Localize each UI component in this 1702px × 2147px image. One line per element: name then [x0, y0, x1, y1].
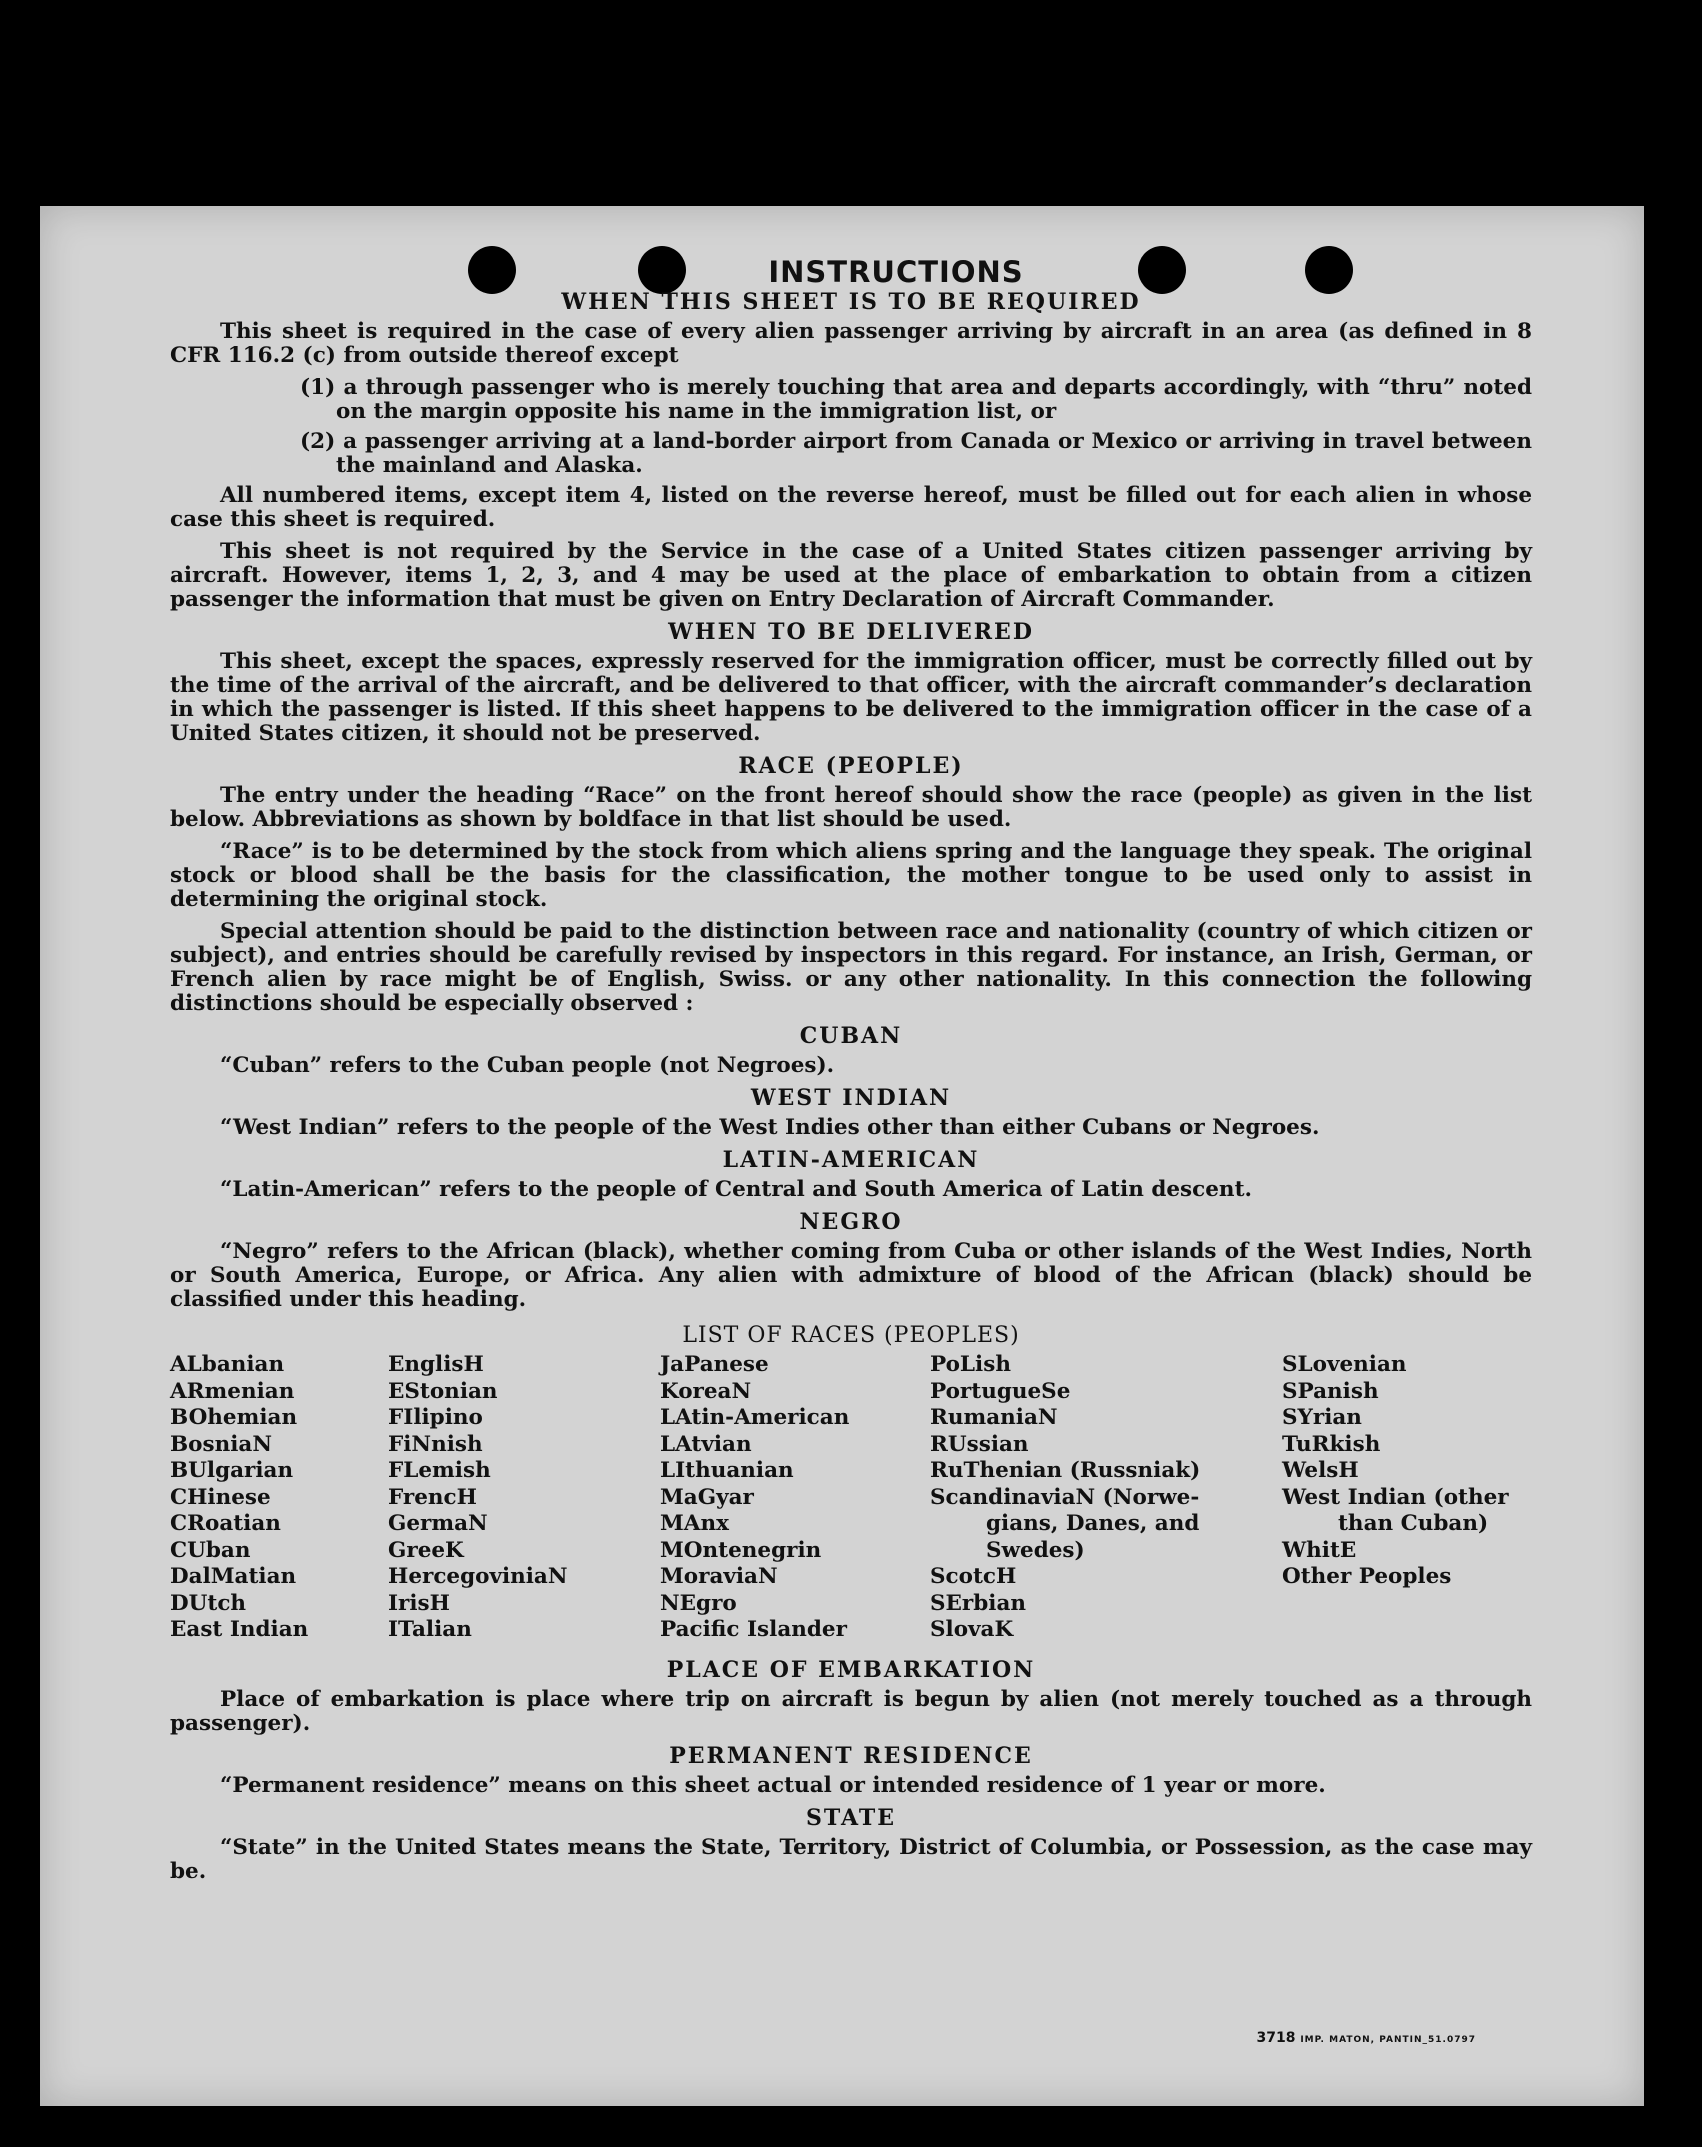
race-entry: RuThenian (Russniak)	[930, 1458, 1201, 1483]
race-entry: KoreaN	[660, 1378, 752, 1404]
races-column-1	[170, 1352, 308, 1644]
race-entry: FrencH	[388, 1484, 477, 1510]
race-entry: JaPanese	[660, 1352, 769, 1377]
race-entry: BosniaN	[170, 1431, 272, 1457]
document-sheet	[40, 206, 1644, 2106]
heading-when-delivered: WHEN TO BE DELIVERED	[668, 619, 1034, 645]
race-entry: East Indian	[170, 1617, 309, 1642]
race-entry: RumaniaN	[930, 1405, 1058, 1430]
race-entry: CUban	[170, 1537, 251, 1563]
races-column-4	[930, 1352, 1200, 1644]
paragraph: Special attention should be paid to the distinction between race and nationality (country of which citizen or subject), and entries should be carefully revised by inspectors in this regard. For instance, an Irish, German, or French alien by race might be of English, Swiss. or any other nationality. In this connection the following distinctions should be especially observed :	[170, 919, 1532, 1016]
race-entry: MAnx	[660, 1511, 729, 1536]
race-entry: PortugueSe	[930, 1378, 1071, 1404]
race-entry: MOntenegrin	[660, 1537, 822, 1563]
race-entry: LIthuanian	[660, 1458, 794, 1483]
instructions-content	[170, 255, 1532, 1892]
heading-race: RACE (PEOPLE)	[738, 753, 964, 779]
race-entry: DalMatian	[170, 1564, 297, 1589]
race-entry: WhitE	[1282, 1537, 1357, 1563]
heading-races-list: LIST OF RACES (PEOPLES)	[682, 1323, 1020, 1348]
race-entry: PoLish	[930, 1352, 1011, 1377]
race-entry: West Indian (other	[1282, 1484, 1509, 1510]
race-entry: LAtin-American	[660, 1405, 850, 1430]
paragraph: “State” in the United States means the State, Territory, District of Columbia, or Possession, as the case may be.	[170, 1835, 1532, 1884]
heading-when-required: WHEN THIS SHEET IS TO BE REQUIRED	[561, 289, 1141, 315]
race-entry: EnglisH	[388, 1352, 484, 1377]
page-title: INSTRUCTIONS	[768, 255, 1024, 289]
paragraph: “Cuban” refers to the Cuban people (not Negroes).	[220, 1053, 835, 1078]
race-entry: IrisH	[388, 1590, 450, 1616]
form-number: 3718	[1256, 2030, 1296, 2046]
race-entry: FiNnish	[388, 1431, 483, 1457]
heading-west-indian: WEST INDIAN	[750, 1085, 952, 1111]
race-entry: SlovaK	[930, 1617, 1014, 1642]
paragraph: Place of embarkation is place where trip on aircraft is begun by alien (not merely touched as a through passenger).	[170, 1687, 1532, 1736]
race-entry: ARmenian	[170, 1378, 295, 1404]
races-column-5	[1282, 1352, 1509, 1591]
paragraph: This sheet is required in the case of every alien passenger arriving by aircraft in an area (as defined in 8 CFR 116.2 (c) from outside thereof except	[170, 319, 1532, 368]
paragraph: All numbered items, except item 4, listed on the reverse hereof, must be filled out for each alien in whose case this sheet is required.	[170, 483, 1532, 532]
form-footer	[1256, 2030, 1476, 2046]
race-entry: ScotcH	[930, 1564, 1017, 1589]
race-entry: GreeK	[388, 1537, 464, 1563]
race-entry: Pacific Islander	[660, 1617, 847, 1642]
race-entry: CRoatian	[170, 1511, 281, 1536]
race-entry: than Cuban)	[1338, 1511, 1489, 1536]
race-entry: TuRkish	[1282, 1431, 1381, 1457]
race-entry: FLemish	[388, 1458, 491, 1483]
paragraph: “West Indian” refers to the people of the West Indies other than either Cubans or Negroes.	[220, 1115, 1320, 1140]
paragraph: This sheet is not required by the Service in the case of a United States citizen passenger arriving by aircraft. However, items 1, 2, 3, and 4 may be used at the place of embarkation to obtain from a citizen passenger the information that must be given on Entry Declaration of Aircraft Commander.	[170, 539, 1532, 612]
printer-mark: IMP. MATON, PANTIN_51.0797	[1300, 2035, 1476, 2045]
race-entry: BUlgarian	[170, 1458, 294, 1483]
heading-residence: PERMANENT RESIDENCE	[669, 1743, 1033, 1769]
heading-negro: NEGRO	[799, 1209, 903, 1235]
race-entry: MaGyar	[660, 1484, 754, 1510]
heading-state: STATE	[805, 1805, 897, 1831]
race-entry: RUssian	[930, 1431, 1029, 1457]
paragraph: “Negro” refers to the African (black), whether coming from Cuba or other islands of the West Indies, North or South America, Europe, or Africa. Any alien with admixture of blood of the African (black) should be classified under this heading.	[170, 1239, 1532, 1312]
race-entry: GermaN	[388, 1511, 488, 1536]
list-item: (2) a passenger arriving at a land-border airport from Canada or Mexico or arriving in travel between the mainland and Alaska.	[300, 429, 1532, 478]
paragraph: This sheet, except the spaces, expressly reserved for the immigration officer, must be correctly filled out by the time of the arrival of the aircraft, and be delivered to that officer, with the aircraft commander’s declaration in which the passenger is listed. If this sheet happens to be delivered to the immigration officer in the case of a United States citizen, it should not be preserved.	[170, 649, 1532, 746]
race-entry: EStonian	[388, 1378, 498, 1404]
list-item: (1) a through passenger who is merely touching that area and departs accordingly, with “thru” noted on the margin opposite his name in the immigration list, or	[300, 375, 1532, 424]
races-column-2	[388, 1352, 568, 1644]
race-entry: SErbian	[930, 1590, 1027, 1616]
race-entry: BOhemian	[170, 1405, 298, 1430]
paragraph: “Race” is to be determined by the stock from which aliens spring and the language they speak. The original stock or blood shall be the basis for the classification, the mother tongue to be used only to assist in determining the original stock.	[170, 839, 1532, 912]
race-entry: DUtch	[170, 1590, 247, 1616]
heading-embarkation: PLACE OF EMBARKATION	[666, 1657, 1036, 1683]
race-entry: HercegoviniaN	[388, 1564, 568, 1589]
paragraph: The entry under the heading “Race” on the front hereof should show the race (people) as given in the list below. Abbreviations as shown by boldface in that list should be used.	[170, 783, 1532, 832]
race-entry: WelsH	[1282, 1458, 1359, 1483]
heading-latin-american: LATIN-AMERICAN	[722, 1147, 980, 1173]
races-list	[170, 1352, 1532, 1652]
race-entry: Other Peoples	[1282, 1564, 1452, 1589]
race-entry: NEgro	[660, 1590, 737, 1616]
races-column-3	[660, 1352, 849, 1644]
paragraph: “Latin-American” refers to the people of Central and South America of Latin descent.	[220, 1177, 1252, 1202]
race-entry: gians, Danes, and	[986, 1511, 1200, 1536]
race-entry: Swedes)	[986, 1537, 1085, 1563]
race-entry: SYrian	[1282, 1405, 1362, 1430]
race-entry: ScandinaviaN (Norwe-	[930, 1484, 1200, 1510]
paragraph: “Permanent residence” means on this sheet actual or intended residence of 1 year or more.	[220, 1773, 1326, 1798]
race-entry: MoraviaN	[660, 1564, 778, 1589]
race-entry: LAtvian	[660, 1431, 752, 1457]
heading-cuban: CUBAN	[799, 1023, 903, 1049]
race-entry: ITalian	[388, 1617, 472, 1642]
race-entry: ALbanian	[170, 1352, 285, 1377]
race-entry: SPanish	[1282, 1378, 1379, 1404]
race-entry: SLovenian	[1282, 1352, 1407, 1377]
race-entry: FIlipino	[388, 1405, 483, 1430]
race-entry: CHinese	[170, 1484, 271, 1510]
